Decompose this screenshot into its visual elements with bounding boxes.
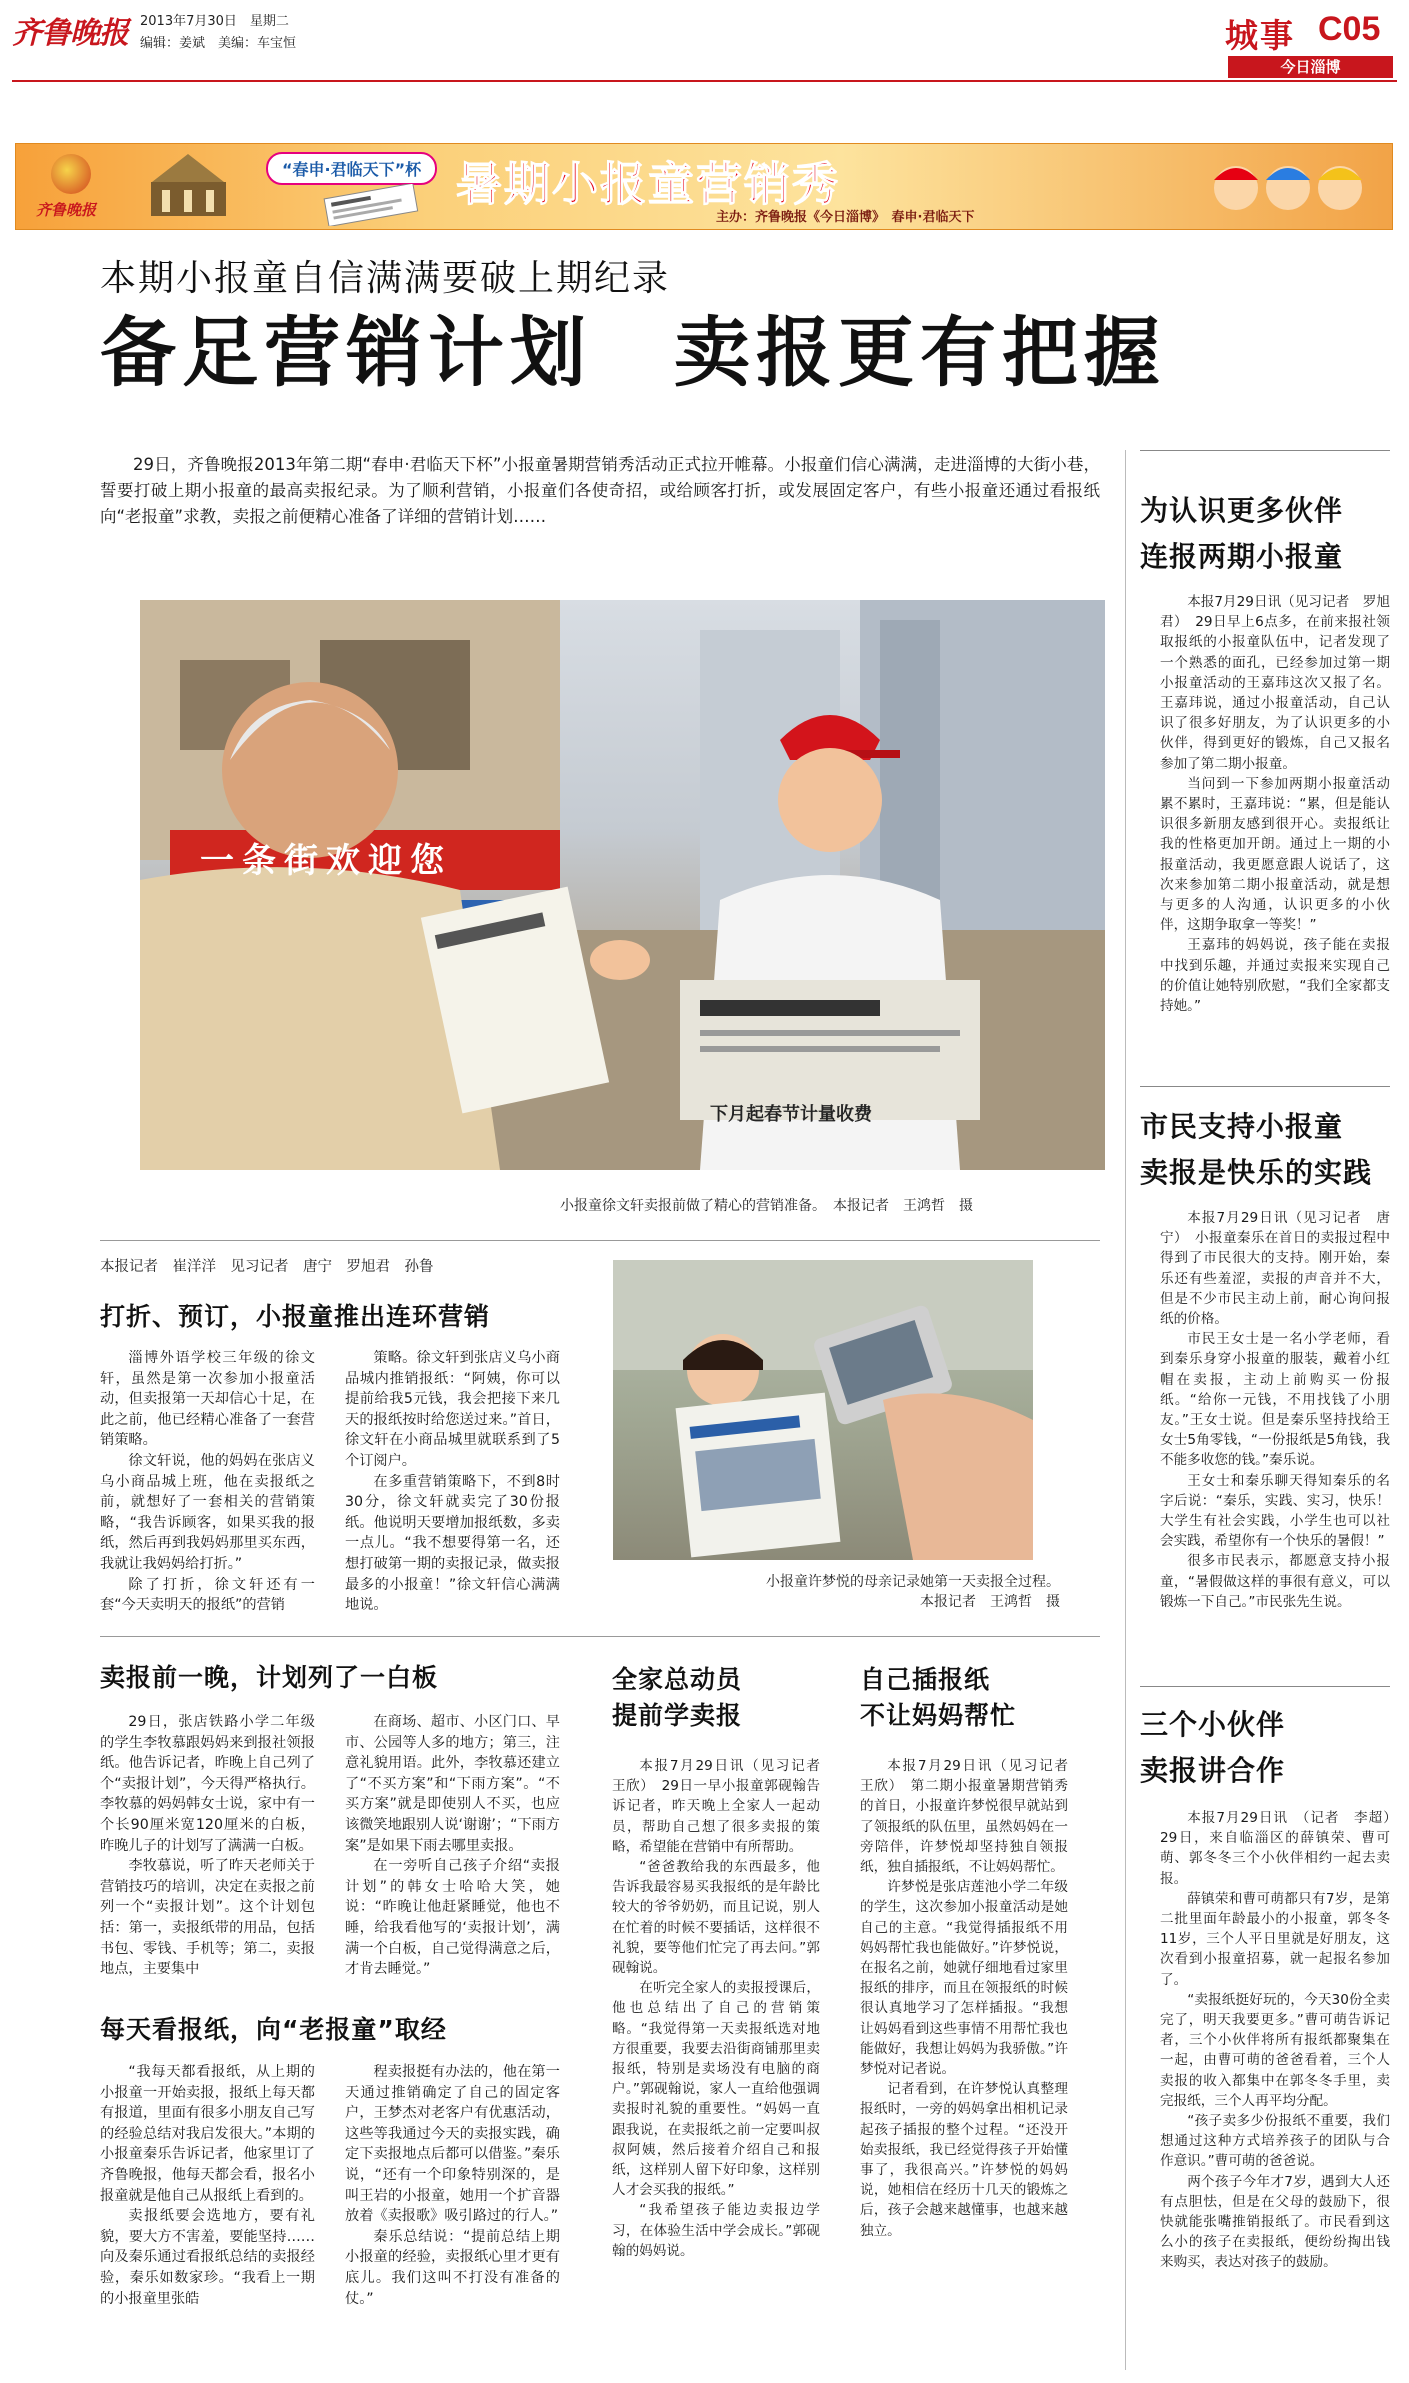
masthead-logo: 齐鲁晚报 (12, 16, 128, 51)
secondary-photo (613, 1260, 1033, 1560)
paragraph: “我每天都看报纸，从上期的小报童一开始卖报，报纸上每天都有报道，里面有很多小朋友自己写的经验总结对我启发很大。”本期的小报童秦乐告诉记者，他家里订了齐鲁晚报，他每天都会看，报名小报童就是他自己从报纸上看到的。 (100, 2064, 315, 2204)
paragraph: 29日，张店铁路小学二年级的学生李牧慕跟妈妈来到报社领报纸。他告诉记者，昨晚上自己列了个“卖报计划”，今天得严格执行。李牧慕的妈妈韩女士说，家中有一个长90厘米宽120厘米的白板，昨晚儿子的计划写了满满一白板。 (100, 1714, 315, 1854)
caption-credit: 本报记者 王鸿哲 摄 (920, 1594, 1060, 1610)
paragraph: 在听完全家人的卖报授课后，他也总结出了自己的营销策略。“我觉得第一天卖报纸选对地方很重要，我要去沿街商铺那里卖报纸，特别是卖场没有电脑的商户。”郭砚翰说，家人一直给他强调卖报时礼貌的重要性。“妈妈一直跟我说，在卖报纸之前一定要叫叔叔阿姨，然后接着介绍自己和报纸，这样别人留下好印象，这样别人才会买我的报纸。” (612, 1980, 820, 2199)
section5-body (860, 1756, 1082, 2241)
section1-column-b (345, 1348, 560, 1616)
sidebar3-body (1160, 1808, 1404, 2273)
sub-section-badge: 今日淄博 (1228, 56, 1393, 78)
paragraph: 本报7月29日讯（见习记者 唐宁） 小报童秦乐在首日的卖报过程中得到了市民很大的支持。刚开始，秦乐还有些羞涩，卖报的声音并不大，但是不少市民主动上前，耐心询问报纸的价格。 (1160, 1210, 1390, 1328)
paragraph: 李牧慕说，听了昨天老师关于营销技巧的培训，决定在卖报之前列一个“卖报计划”。这个计划包括：第一，卖报纸带的用品，包括书包、零钱、手机等；第二，卖报地点，主要集中 (100, 1858, 315, 1978)
paragraph: 本报7月29日讯 （记者 李超） 29日，来自临淄区的薛镇荣、曹可萌、郭冬冬三个小伙伴相约一起去卖报。 (1160, 1810, 1404, 1887)
section3-column-b (345, 2062, 560, 2309)
paragraph: 在商场、超市、小区门口、早市、公园等人多的地方；第三，注意礼貌用语。此外，李牧慕还建立了“不买方案”和“下雨方案”。“不买方案”就是即使别人不买，也应该微笑地跟别人说‘谢谢’；“下雨方案”是如果下雨去哪里卖报。 (345, 1714, 560, 1854)
right-column-top-rule (1140, 450, 1390, 451)
section3-column-a (100, 2062, 315, 2309)
section-name: 城事 (1225, 16, 1295, 55)
section2-column-b (345, 1712, 560, 1980)
section3-title: 每天看报纸，向“老报童”取经 (100, 2015, 447, 2044)
editor-line: 编辑：姜斌 美编：车宝恒 (140, 36, 297, 51)
banner-sponsor-line: 主办：齐鲁晚报《今日淄博》 春申·君临天下 (716, 210, 975, 225)
sidebar1-title (1140, 488, 1343, 580)
paragraph: 市民王女士是一名小学老师，看到秦乐身穿小报童的服装，戴着小红帽在卖报，主动上前购买一份报纸。“给你一元钱，不用找钱了小朋友。”王女士说。但是秦乐坚持找给王女士5角零钱，“一份报纸是5角钱，我不能多收您的钱。”秦乐说。 (1160, 1331, 1390, 1469)
sidebar1-body (1160, 592, 1390, 1016)
caption-line: 小报童许梦悦的母亲记录她第一天卖报全过程。 (766, 1574, 1060, 1590)
header-rule (12, 80, 1397, 82)
paragraph: 很多市民表示，都愿意支持小报童，“暑假做这样的事很有意义，可以锻炼一下自己。”市民张先生说。 (1160, 1553, 1390, 1610)
section1-column-a (100, 1348, 315, 1616)
promo-banner (15, 143, 1393, 230)
paragraph: 当问到一下参加两期小报童活动累不累时，王嘉玮说：“累，但是能认识很多新朋友感到很开心。卖报纸让我的性格更加开朗。通过上一期的小报童活动，我更愿意跟人说话了，这次来参加第二期小报童活动，就是想与更多的人沟通，认识更多的小伙伴，这期争取拿一等奖！” (1160, 775, 1390, 934)
photo-scene-illustration (140, 600, 1105, 1170)
sidebar2-title (1140, 1104, 1372, 1196)
paragraph: “爸爸教给我的东西最多，他告诉我最容易买我报纸的是年龄比较大的爷爷奶奶，而且记说，别人在忙着的时候不要插话，这样很不礼貌，要等他们忙完了再去问。”郭砚翰说。 (612, 1859, 820, 1977)
main-photo (140, 600, 1105, 1170)
paragraph: “卖报纸挺好玩的，今天30份全卖完了，明天我要更多。”曹可萌告诉记者，三个小伙伴将所有报纸都聚集在一起，由曹可萌的爸爸看着，三个人卖报的收入都集中在郭冬冬手里，卖完报纸，三个人再平均分配。 (1160, 1991, 1390, 2109)
paragraph: 王嘉玮的妈妈说，孩子能在卖报中找到乐趣，并通过卖报来实现自己的价值让她特别欣慰，“我们全家都支持她。” (1160, 937, 1390, 1015)
paragraph: 两个孩子今年才7岁，遇到大人还有点胆怯，但是在父母的鼓励下，很快就能张嘴推销报纸了。市民看到这么小的孩子在卖报纸，便纷纷掏出钱来购买，表达对孩子的鼓励。 (1160, 2173, 1390, 2271)
secondary-photo-caption (730, 1572, 1060, 1612)
photo2-scene-illustration (613, 1260, 1033, 1560)
sidebar-divider (1140, 1086, 1390, 1087)
section5-title (860, 1662, 1016, 1734)
paragraph: 本报7月29日讯（见习记者 王欣） 第二期小报童暑期营销秀的首日，小报童许梦悦很早就站到了领报纸的队伍里，虽然妈妈在一旁陪伴，许梦悦却坚持独自领报纸，独自插报纸，不让妈妈帮忙。 (860, 1758, 1082, 1876)
section4-body (612, 1756, 834, 2261)
reporter-byline: 本报记者 崔洋洋 见习记者 唐宁 罗旭君 孙鲁 (100, 1259, 434, 1275)
paragraph: 秦乐总结说：“提前总结上期小报童的经验，卖报纸心里才更有底儿。我们这叫不打没有准备的仗。” (345, 2228, 560, 2307)
section1-title: 打折、预订，小报童推出连环营销 (100, 1302, 491, 1331)
paragraph: “孩子卖多少份报纸不重要，我们想通过这种方式培养孩子的团队与合作意识。”曹可萌的爸爸说。 (1160, 2113, 1390, 2170)
section2-title: 卖报前一晚，计划列了一白板 (100, 1663, 439, 1692)
banner-logo-text: 齐鲁晚报 (36, 201, 97, 219)
paragraph: 程卖报挺有办法的，他在第一天通过推销确定了自己的固定客户，王梦杰对老客户有优惠活动，这些等我通过今天的卖报实践，确定下卖报地点后都可以借鉴。”秦乐说，“还有一个印象特别深的，是叫王岩的小报童，她用一个扩音器放着《卖报歌》吸引路过的行人。” (345, 2064, 560, 2225)
paragraph: “我希望孩子能边卖报边学习，在体验生活中学会成长。”郭砚翰的妈妈说。 (612, 2202, 820, 2259)
kicker-headline: 本期小报童自信满满要破上期纪录 (100, 258, 671, 299)
title-line: 提前学卖报 (612, 1701, 743, 1730)
paragraph: 策略。徐文轩到张店义乌小商品城内推销报纸：“阿姨，你可以提前给我5元钱，我会把接下来几天的报纸按时给您送过来。”首日，徐文轩在小商品城里就联系到了5个订阅户。 (345, 1350, 560, 1469)
paragraph: 徐文轩说，他的妈妈在张店义乌小商品城上班，他在卖报纸之前，就想好了一套相关的营销策略，“我告诉顾客，如果买我的报纸，然后再到我妈妈那里买东西，我就让我妈妈给打折。” (100, 1452, 315, 1572)
cartoon-kids-icon (1196, 150, 1376, 228)
paragraph: 本报7月29日讯（见习记者 罗旭君） 29日早上6点多，在前来报社领取报纸的小报童队伍中，记者发现了一个熟悉的面孔，已经参加过第一期小报童活动的王嘉玮这次又报了名。王嘉玮说，通过小报童活动，自己认识了很多好朋友，为了认识更多的小伙伴，得到更好的锻炼，自己又报名参加了第二期小报童。 (1160, 594, 1390, 772)
photo-newspaper-headline: 下月起春节计量收费 (710, 1104, 872, 1125)
page-number: C05 (1318, 10, 1381, 48)
paragraph: 薛镇荣和曹可萌都只有7岁，是第二批里面年龄最小的小报童，郭冬冬11岁，三个人平日里就是好朋友，这次看到小报童招募，就一起报名参加了。 (1160, 1890, 1390, 1988)
section2-column-a (100, 1712, 315, 1980)
column-rule (1125, 450, 1126, 2370)
title-line: 不让妈妈帮忙 (860, 1701, 1017, 1730)
paragraph: 在多重营销策略下，不到8时30分，徐文轩就卖完了30份报纸。他说明天要增加报纸数，多卖一点儿。“我不想要得第一名，还想打破第一期的卖报记录，做卖报最多的小报童！”徐文轩信心满满地说。 (345, 1473, 560, 1614)
banner-cup-text: “春申·君临天下”杯 (266, 152, 437, 185)
section4-title (612, 1662, 742, 1734)
title-line: 三个小伙伴 (1140, 1708, 1286, 1741)
title-line: 卖报讲合作 (1140, 1754, 1286, 1787)
section2-top-rule (100, 1636, 1100, 1637)
paragraph: 除了打折，徐文轩还有一套“今天卖明天的报纸”的营销 (100, 1576, 315, 1614)
title-line: 市民支持小报童 (1140, 1110, 1344, 1143)
header-date (140, 10, 289, 29)
paragraph: 在一旁听自己孩子介绍“卖报计划”的韩女士哈哈大笑，她说：“昨晚让他赶紧睡觉，他也不睡，给我看他写的‘卖报计划’，满满一个白板，自己觉得满意之后，才肯去睡觉。” (345, 1858, 560, 1978)
paragraph: 许梦悦是张店莲池小学二年级的学生，这次参加小报童活动是她自己的主意。“我觉得插报纸不用妈妈帮忙我也能做好。”许梦悦说，在报名之前，她就仔细地看过家里报纸的排序，而且在领报纸的时候很认真地学习了怎样插报。“我想让妈妈看到这些事情不用帮忙我也能做好，我想让妈妈为我骄傲。”许梦悦对记者说。 (860, 1879, 1068, 2078)
weekday-text: 星期二 (249, 14, 289, 29)
byline-top-rule (100, 1240, 1100, 1241)
title-line: 自己插报纸 (860, 1665, 991, 1694)
title-line: 为认识更多伙伴 (1140, 494, 1344, 527)
newspaper-stack-icon (316, 184, 436, 226)
title-line: 连报两期小报童 (1140, 540, 1344, 573)
photo-sign-text: 一条街欢迎您 (200, 841, 452, 881)
main-headline: 备足营销计划 卖报更有把握 (100, 308, 1166, 397)
main-photo-caption: 小报童徐文轩卖报前做了精心的营销准备。 本报记者 王鸿哲 摄 (560, 1198, 973, 1214)
paragraph: 本报7月29日讯（见习记者 王欣） 29日一早小报童郭砚翰告诉记者，昨天晚上全家人一起动员，帮助自己想了很多卖报的策略，希望能在营销中有所帮助。 (612, 1758, 834, 1855)
lead-paragraph: 29日，齐鲁晚报2013年第二期“春申·君临天下杯”小报童暑期营销秀活动正式拉开帷幕。小报童们信心满满，走进淄博的大街小巷，誓要打破上期小报童的最高卖报纪录。为了顺利营销，小报童们各使奇招，或给顾客打折，或发展固定客户，有些小报童还通过看报纸向“老报童”求教，卖报之前便精心准备了详细的营销计划…… (100, 455, 1100, 526)
sidebar3-title (1140, 1702, 1285, 1794)
title-line: 全家总动员 (612, 1665, 743, 1694)
banner-title: 暑期小报童营销秀 (456, 157, 840, 211)
title-line: 卖报是快乐的实践 (1140, 1156, 1373, 1189)
paragraph: 记者看到，在许梦悦认真整理报纸时，一旁的妈妈拿出相机记录起孩子插报的整个过程。“还没开始卖报纸，我已经觉得孩子开始懂事了，我很高兴。”许梦悦的妈妈说，她相信在经历十几天的锻炼之后，孩子会越来越懂事，也越来越独立。 (860, 2081, 1068, 2239)
banner-logo-icon (51, 154, 91, 194)
date-text: 2013年7月30日 (140, 14, 237, 29)
paragraph: 王女士和秦乐聊天得知秦乐的名字后说：“秦乐，实践、实习，快乐！大学生有社会实践，小学生也可以社会实践，希望你有一个快乐的暑假！” (1160, 1472, 1390, 1550)
sidebar2-body (1160, 1208, 1390, 1612)
building-emblem-icon (146, 152, 231, 222)
sidebar-divider (1140, 1686, 1390, 1687)
paragraph: 淄博外语学校三年级的徐文轩，虽然是第一次参加小报童活动，但卖报第一天却信心十足，在此之前，他已经精心准备了一套营销策略。 (100, 1350, 315, 1449)
paragraph: 卖报纸要会选地方，要有礼貌，要大方不害羞，要能坚持……向及秦乐通过看报纸总结的卖报经验，秦乐如数家珍。“我看上一期的小报童里张皓 (100, 2208, 315, 2307)
